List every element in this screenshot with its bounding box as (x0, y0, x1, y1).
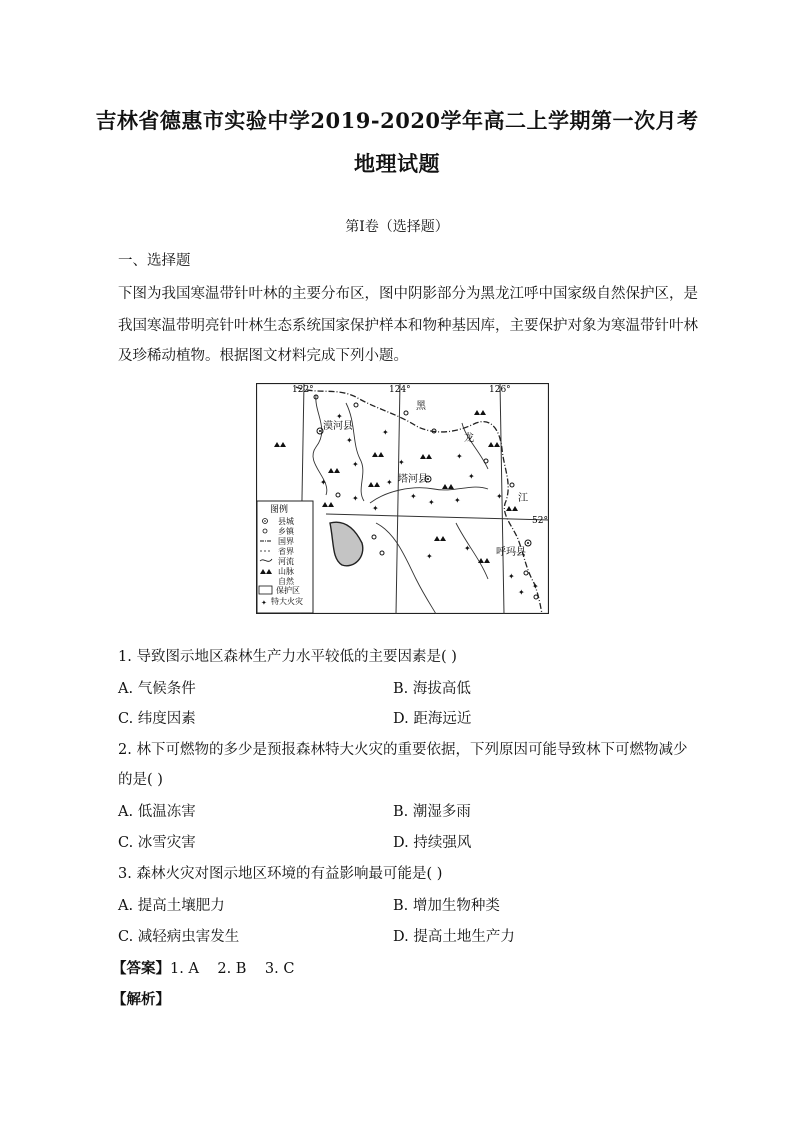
part-heading: 一、选择题 (118, 253, 191, 269)
svg-text:✦: ✦ (320, 478, 327, 487)
q1-option-c: C. 纬度因素 (118, 711, 196, 727)
question-2-stem-line2: 的是( ) (118, 772, 163, 788)
svg-text:✦: ✦ (398, 458, 405, 467)
svg-text:✦: ✦ (352, 494, 359, 503)
svg-text:✦: ✦ (382, 428, 389, 437)
legend-river: 河流 (278, 557, 294, 566)
river-label-long: 龙 (464, 433, 474, 444)
svg-text:✦: ✦ (346, 436, 353, 445)
q1-option-b: B. 海拔高低 (393, 681, 471, 697)
intro-line-2: 我国寒温带明亮针叶林生态系统国家保护样本和物种基因库，主要保护对象为寒温带针叶林 (118, 318, 698, 334)
svg-text:✦: ✦ (468, 472, 475, 481)
huma-county-label: 呼玛县 (496, 547, 526, 558)
svg-text:✦: ✦ (456, 452, 463, 461)
legend-mountain: 山脉 (278, 567, 294, 576)
q3-option-c: C. 减轻病虫害发生 (118, 929, 240, 945)
lon-label-126: 126° (489, 385, 511, 395)
question-3-stem: 3. 森林火灾对图示地区环境的有益影响最可能是( ) (118, 866, 443, 882)
tahe-county-label: 塔河县 (398, 474, 428, 485)
q3-option-d: D. 提高土地生产力 (393, 929, 515, 945)
page-title-line1: 吉林省德惠市实验中学2019-2020学年高二上学期第一次月考 (95, 108, 699, 133)
lon-label-124: 124° (389, 385, 411, 395)
legend-fire: 特大火灾 (271, 597, 303, 606)
q1-option-d: D. 距海远近 (393, 711, 472, 727)
legend-county: 县城 (278, 517, 294, 526)
mohe-county-label: 漠河县 (323, 421, 353, 432)
svg-text:✦: ✦ (352, 460, 359, 469)
analysis-label: 【解析】 (112, 991, 170, 1008)
intro-line-1: 下图为我国寒温带针叶林的主要分布区，图中阴影部分为黑龙江呼中国家级自然保护区，是 (118, 286, 698, 302)
forest-region-map (256, 383, 549, 614)
river-label-jiang: 江 (518, 493, 528, 504)
svg-text:✦: ✦ (464, 544, 471, 553)
q2-option-a: A. 低温冻害 (118, 804, 196, 820)
question-2-stem-line1: 2. 林下可燃物的多少是预报森林特大火灾的重要依据，下列原因可能导致林下可燃物减少 (118, 742, 688, 758)
q3-option-b: B. 增加生物种类 (393, 898, 500, 914)
svg-text:✦: ✦ (261, 599, 267, 607)
svg-text:✦: ✦ (426, 552, 433, 561)
svg-text:✦: ✦ (532, 582, 539, 591)
answer-text: 1. A 2. B 3. C (170, 961, 295, 977)
q1-option-a: A. 气候条件 (118, 681, 196, 697)
answer-label: 【答案】 (112, 960, 170, 977)
answer-line (112, 957, 294, 978)
volume-heading: 第Ⅰ卷（选择题） (345, 219, 449, 235)
svg-text:✦: ✦ (336, 412, 343, 421)
svg-text:✦: ✦ (428, 498, 435, 507)
page-title-line2: 地理试题 (354, 151, 440, 176)
q2-option-b: B. 潮湿多雨 (393, 804, 471, 820)
lat-label-52: 52° (532, 516, 548, 526)
svg-text:✦: ✦ (386, 478, 393, 487)
lon-label-122: 122° (292, 385, 314, 395)
legend-town: 乡镇 (278, 527, 294, 536)
svg-text:✦: ✦ (410, 492, 417, 501)
legend-nature: 自然 (278, 577, 294, 586)
svg-text:✦: ✦ (518, 588, 525, 597)
svg-text:✦: ✦ (508, 572, 515, 581)
legend-title: 图例 (270, 505, 289, 515)
svg-text:✦: ✦ (496, 492, 503, 501)
q2-option-d: D. 持续强风 (393, 835, 472, 851)
legend-reserve: 保护区 (276, 586, 300, 595)
q2-option-c: C. 冰雪灾害 (118, 835, 196, 851)
svg-text:✦: ✦ (454, 496, 461, 505)
legend-national-border: 国界 (278, 537, 294, 546)
svg-text:✦: ✦ (372, 504, 379, 513)
intro-line-3: 及珍稀动植物。根据图文材料完成下列小题。 (118, 348, 408, 364)
q3-option-a: A. 提高土壤肥力 (118, 898, 225, 914)
question-1-stem: 1. 导致图示地区森林生产力水平较低的主要因素是( ) (118, 649, 457, 665)
river-label-hei: 黑 (416, 401, 426, 412)
legend-provincial-border: 省界 (278, 547, 294, 556)
map-legend (257, 501, 313, 613)
